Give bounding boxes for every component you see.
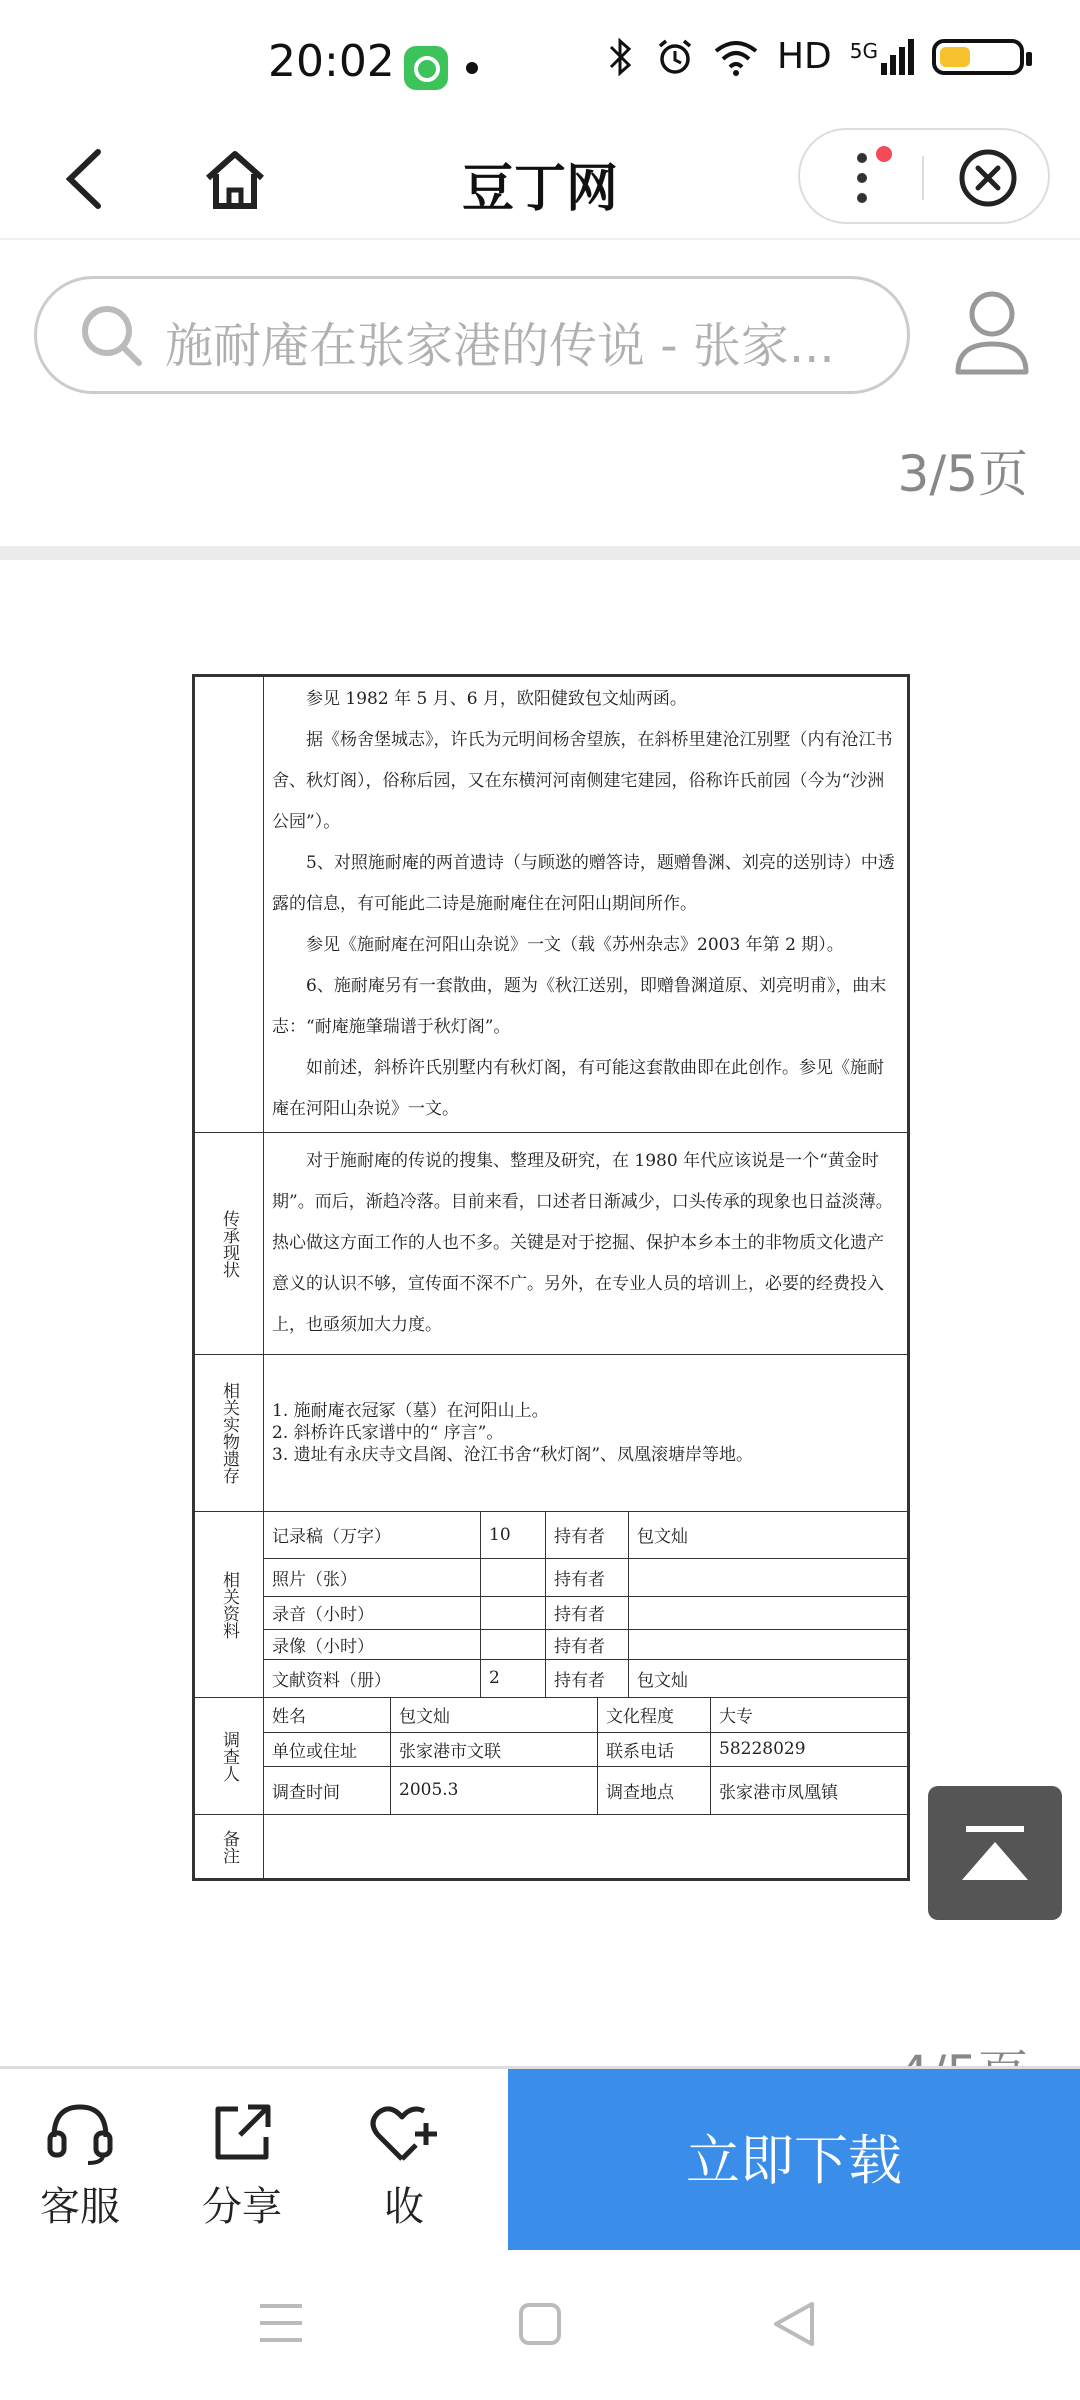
relics-cell bbox=[264, 1355, 908, 1512]
table-row bbox=[195, 1512, 908, 1698]
search-area bbox=[0, 238, 1080, 550]
row-label-investigator: 调查人 bbox=[195, 1698, 264, 1815]
signal-bar bbox=[899, 47, 905, 75]
mini-program-capsule bbox=[798, 128, 1050, 224]
holder-label: 持有者 bbox=[546, 1629, 629, 1659]
table-cell-empty bbox=[195, 677, 264, 1133]
material-holder bbox=[629, 1596, 908, 1629]
list-item: 3. 遗址有永庆寺文昌阁、沧江书舍“秋灯阁”、凤凰滚塘岸等地。 bbox=[272, 1445, 754, 1465]
paragraph: 对于施耐庵的传说的搜集、整理及研究，在 1980 年代应该说是一个“黄金时期”。而后，渐趋冷落。目前来看，口述者日渐减少，口头传承的现象也日益淡薄。热心做这方面工作的人也不多。关键是对于挖掘、保护本乡本土的非物质文化遗产意义的认识不够，宣传面不深不广。另外，在专业人员的培训上，必要的经费投入上，也亟须加大力度。 bbox=[272, 1151, 893, 1335]
material-item: 录像（小时） bbox=[264, 1629, 481, 1659]
document-viewer[interactable] bbox=[0, 560, 1080, 2070]
signal-type-label: 5G bbox=[849, 38, 878, 63]
table-row bbox=[264, 1629, 907, 1659]
material-holder: 包文灿 bbox=[629, 1512, 908, 1558]
menu-nav-icon[interactable] bbox=[258, 2302, 304, 2344]
table-row bbox=[195, 1355, 908, 1512]
navigation-bar bbox=[0, 120, 1080, 240]
signal-indicator bbox=[850, 39, 914, 75]
collect-button[interactable] bbox=[344, 2099, 464, 2232]
bottom-action-bar bbox=[0, 2066, 1080, 2253]
field-label: 调查地点 bbox=[598, 1766, 711, 1814]
paragraph: 据《杨舍堡城志》，许氏为元明间杨舍望族，在斜桥里建沧江别墅（内有沧江书舍、秋灯阁），俗称后园，又在东横河河南侧建宅建园，俗称许氏前园（今为“沙洲公园”）。 bbox=[272, 730, 893, 832]
row-label-relics: 相关实物遗存 bbox=[195, 1355, 264, 1512]
network-type-label: HD bbox=[776, 36, 832, 77]
page-indicator: 3/5页 bbox=[897, 445, 1028, 503]
row-label-materials: 相关资料 bbox=[195, 1512, 264, 1698]
material-qty: 10 bbox=[481, 1512, 546, 1558]
table-row bbox=[195, 677, 908, 1133]
investigator-cell bbox=[264, 1698, 908, 1815]
page-title: 豆丁网 bbox=[461, 159, 618, 219]
material-qty bbox=[481, 1558, 546, 1596]
list-item: 1. 施耐庵衣冠冢（墓）在河阳山上。 bbox=[272, 1401, 549, 1421]
holder-label: 持有者 bbox=[546, 1512, 629, 1558]
table-row bbox=[195, 1133, 908, 1355]
status-time: 20:02 bbox=[268, 36, 395, 87]
table-row bbox=[264, 1659, 907, 1697]
holder-label: 持有者 bbox=[546, 1596, 629, 1629]
paragraph: 参见《施耐庵在河阳山杂说》一文（载《苏州杂志》2003 年第 2 期）。 bbox=[306, 935, 844, 955]
field-label: 单位或住址 bbox=[264, 1732, 391, 1766]
customer-service-button[interactable] bbox=[20, 2099, 140, 2232]
field-label: 姓名 bbox=[264, 1698, 391, 1732]
row-label-inheritance: 传承现状 bbox=[195, 1133, 264, 1355]
table-row bbox=[264, 1698, 907, 1732]
material-qty bbox=[481, 1629, 546, 1659]
material-item: 记录稿（万字） bbox=[264, 1512, 481, 1558]
material-item: 录音（小时） bbox=[264, 1596, 481, 1629]
back-to-top-arrow-icon bbox=[962, 1842, 1028, 1880]
bluetooth-icon bbox=[603, 37, 637, 77]
material-holder: 包文灿 bbox=[629, 1659, 908, 1697]
remarks-cell bbox=[264, 1815, 908, 1879]
table-row bbox=[264, 1512, 907, 1558]
unread-dot-icon bbox=[876, 146, 892, 162]
close-button[interactable] bbox=[958, 148, 1018, 208]
user-account-icon[interactable] bbox=[952, 288, 1032, 378]
notes-cell bbox=[264, 677, 908, 1133]
collect-label: 收 bbox=[384, 2184, 424, 2230]
material-item: 文献资料（册） bbox=[264, 1659, 481, 1697]
share-label: 分享 bbox=[202, 2184, 282, 2230]
heritage-table bbox=[194, 676, 908, 1879]
paragraph: 如前述，斜桥许氏别墅内有秋灯阁，有可能这套散曲即在此创作。参见《施耐庵在河阳山杂说》一文。 bbox=[272, 1058, 884, 1119]
back-nav-icon[interactable] bbox=[772, 2300, 816, 2348]
material-holder bbox=[629, 1629, 908, 1659]
investigator-phone: 58228029 bbox=[711, 1732, 908, 1766]
alarm-icon bbox=[655, 37, 695, 77]
section-divider bbox=[0, 546, 1080, 560]
field-label: 调查时间 bbox=[264, 1766, 391, 1814]
investigator-table bbox=[264, 1698, 907, 1814]
signal-bar bbox=[890, 55, 896, 75]
table-row bbox=[264, 1732, 907, 1766]
table-row bbox=[195, 1815, 908, 1879]
materials-cell bbox=[264, 1512, 908, 1698]
material-qty: 2 bbox=[481, 1659, 546, 1697]
materials-table bbox=[264, 1512, 907, 1697]
battery-level-fill bbox=[940, 47, 970, 67]
search-icon bbox=[77, 301, 147, 371]
status-bar bbox=[0, 0, 1080, 120]
share-button[interactable] bbox=[182, 2099, 302, 2232]
paragraph: 6、施耐庵另有一套散曲，题为《秋江送别，即赠鲁渊道原、刘亮明甫》，曲末志：“耐庵施肇瑞谱于秋灯阁”。 bbox=[272, 976, 887, 1037]
list-item: 2. 斜桥许氏家谱中的“ 序言”。 bbox=[272, 1423, 504, 1443]
signal-bar bbox=[881, 63, 887, 75]
row-label-remarks: 备注 bbox=[195, 1815, 264, 1879]
search-input[interactable] bbox=[34, 276, 910, 394]
holder-label: 持有者 bbox=[546, 1659, 629, 1697]
investigator-education: 大专 bbox=[711, 1698, 908, 1732]
material-holder bbox=[629, 1558, 908, 1596]
search-placeholder: 施耐庵在张家港的传说 - 张家... bbox=[165, 318, 835, 374]
download-button[interactable]: 立即下载 bbox=[508, 2069, 1080, 2253]
field-label: 文化程度 bbox=[598, 1698, 711, 1732]
table-row bbox=[264, 1596, 907, 1629]
investigator-unit: 张家港市文联 bbox=[391, 1732, 598, 1766]
wifi-icon bbox=[713, 37, 759, 77]
paragraph: 5、对照施耐庵的两首遗诗（与顾逖的赠答诗，题赠鲁渊、刘亮的送别诗）中透露的信息，有可能此二诗是施耐庵住在河阳山期间所作。 bbox=[272, 853, 895, 914]
holder-label: 持有者 bbox=[546, 1558, 629, 1596]
more-menu-button[interactable] bbox=[852, 150, 872, 206]
status-icons bbox=[603, 36, 1024, 77]
back-to-top-bar-icon bbox=[966, 1826, 1024, 1832]
app-notification-icon bbox=[404, 46, 448, 90]
inheritance-cell bbox=[264, 1133, 908, 1355]
system-navigation-bar bbox=[0, 2250, 1080, 2400]
table-row bbox=[195, 1698, 908, 1815]
survey-place: 张家港市凤凰镇 bbox=[711, 1766, 908, 1814]
battery-icon bbox=[932, 39, 1024, 75]
back-to-top-button[interactable] bbox=[928, 1786, 1062, 1920]
home-nav-icon[interactable] bbox=[518, 2302, 562, 2346]
share-icon bbox=[208, 2099, 276, 2167]
table-row bbox=[264, 1558, 907, 1596]
investigator-name: 包文灿 bbox=[391, 1698, 598, 1732]
material-item: 照片（张） bbox=[264, 1558, 481, 1596]
paragraph: 参见 1982 年 5 月、6 月，欧阳健致包文灿两函。 bbox=[306, 689, 687, 709]
document-page bbox=[192, 674, 910, 1881]
material-qty bbox=[481, 1596, 546, 1629]
notification-dot-icon bbox=[466, 62, 478, 74]
signal-bar bbox=[908, 39, 914, 75]
heart-plus-icon bbox=[368, 2099, 440, 2167]
headset-icon bbox=[44, 2099, 116, 2167]
field-label: 联系电话 bbox=[598, 1732, 711, 1766]
survey-time: 2005.3 bbox=[391, 1766, 598, 1814]
capsule-divider bbox=[922, 156, 924, 200]
table-row bbox=[264, 1766, 907, 1814]
customer-service-label: 客服 bbox=[40, 2184, 120, 2230]
